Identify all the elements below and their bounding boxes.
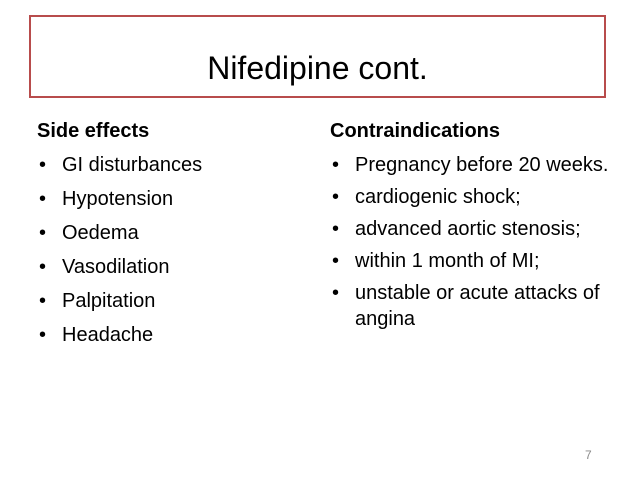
bullet-icon: •: [39, 256, 47, 278]
list-item-text: within 1 month of MI;: [355, 250, 540, 272]
list-item: [37, 152, 297, 178]
bullet-icon: •: [39, 324, 47, 346]
bullet-icon: •: [39, 222, 47, 244]
bullet-icon: •: [332, 218, 340, 240]
contraindications-list: [330, 152, 615, 332]
bullet-icon: •: [332, 282, 340, 304]
contraindications-heading: Contraindications: [330, 120, 501, 142]
list-item-text: Headache: [62, 324, 154, 346]
list-item: [330, 184, 615, 210]
list-item-text: cardiogenic shock;: [355, 186, 521, 208]
list-item: [330, 248, 615, 274]
list-item: [37, 254, 297, 280]
title-box: [29, 15, 606, 98]
list-item: [37, 288, 297, 314]
bullet-icon: •: [39, 188, 47, 210]
list-item-text: Vasodilation: [62, 256, 170, 278]
list-item-text: Palpitation: [62, 290, 156, 312]
list-item-text: advanced aortic stenosis;: [355, 218, 581, 240]
bullet-icon: •: [39, 290, 47, 312]
list-item-text: Pregnancy before 20 weeks.: [355, 154, 609, 176]
bullet-icon: •: [332, 186, 340, 208]
list-item-text: Hypotension: [62, 188, 174, 210]
list-item: [330, 280, 615, 332]
side-effects-heading: Side effects: [37, 120, 150, 142]
list-item: [37, 220, 297, 246]
slide-title: Nifedipine cont.: [207, 50, 428, 86]
list-item-text: GI disturbances: [62, 154, 203, 176]
bullet-icon: •: [332, 154, 340, 176]
bullet-icon: •: [39, 154, 47, 176]
list-item: [37, 186, 297, 212]
list-item-text: Oedema: [62, 222, 139, 244]
list-item: [330, 216, 615, 242]
side-effects-list: [37, 152, 297, 348]
page-number: 7: [585, 448, 592, 462]
side-effects-column: [37, 118, 297, 356]
contraindications-column: [330, 118, 615, 338]
list-item: [330, 152, 615, 178]
list-item: [37, 322, 297, 348]
bullet-icon: •: [332, 250, 340, 272]
list-item-text: unstable or acute attacks of angina: [355, 282, 600, 330]
